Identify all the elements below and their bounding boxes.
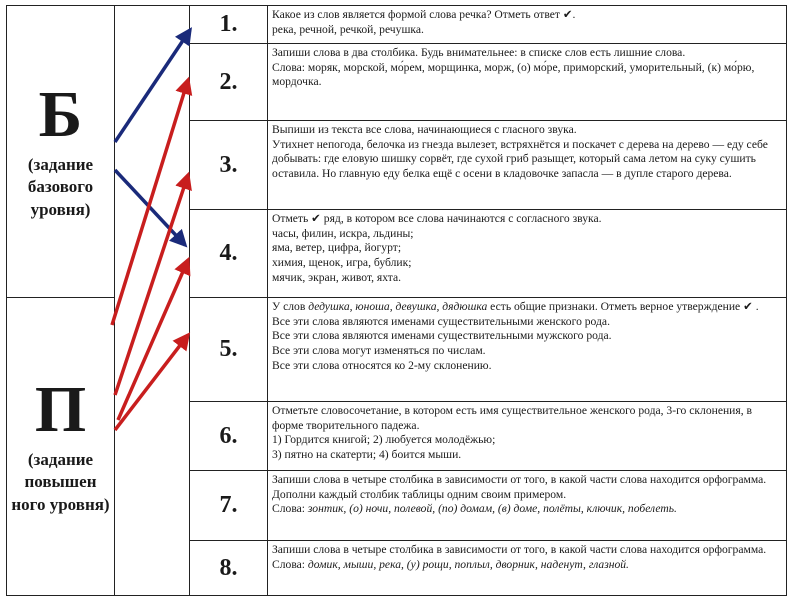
- task-line: часы, филин, искра, льдины;: [272, 226, 414, 240]
- task-line: химия, щенок, игра, бублик;: [272, 256, 412, 270]
- task-words: [272, 558, 782, 573]
- task-words: [272, 502, 782, 517]
- task-number: 6.: [190, 402, 268, 471]
- task-table-frame: [6, 5, 787, 595]
- task-line: Отметьте словосочетание, в котором есть имя существительное женского рода, 3-го склонения, в форме творительного падежа.: [272, 404, 752, 432]
- task-number: 2.: [190, 44, 268, 121]
- task-number: 8.: [190, 541, 268, 596]
- task-line: Какое из слов является формой слова речка? Отметь ответ ✔.: [272, 8, 576, 21]
- arrow-column: [115, 6, 190, 596]
- words-label: Слова:: [272, 557, 308, 571]
- task-text: [268, 6, 787, 44]
- task-intro: [272, 300, 782, 315]
- task-text: [268, 121, 787, 210]
- level-letter: П: [34, 372, 87, 446]
- task-number: 1.: [190, 6, 268, 44]
- task-text: [268, 44, 787, 121]
- task-text: [268, 210, 787, 298]
- level-description: (задание повышен ного уровня): [11, 449, 110, 514]
- task-number: 7.: [190, 471, 268, 541]
- task-line: Все эти слова относятся ко 2-му склонению.: [272, 358, 492, 372]
- task-line: Запиши слова в два столбика. Будь внимательнее: в списке слов есть лишние слова.: [272, 46, 686, 59]
- task-table: [6, 5, 787, 596]
- task-line: Все эти слова могут изменяться по числам.: [272, 344, 486, 358]
- task-intro-words: дедушка, юноша, девушка, дядюшка: [308, 300, 488, 313]
- level-description: (задание базового уровня): [27, 154, 94, 219]
- task-line: Все эти слова являются именами существительными мужского рода.: [272, 329, 612, 343]
- task-number: 5.: [190, 298, 268, 402]
- level-letter: Б: [38, 77, 83, 151]
- task-line: Все эти слова являются именами существительными женского рода.: [272, 314, 610, 328]
- task-intro-suffix: есть общие признаки. Отметь верное утверждение ✔ .: [487, 300, 759, 313]
- task-line: Выпиши из текста все слова, начинающиеся с гласного звука.: [272, 123, 577, 136]
- task-text: [268, 541, 787, 596]
- task-line: Утихнет непогода, белочка из гнезда вылезет, встряхнётся и поскачет с дерева на дерево — еду себе добывать: где еловую шишку сорвёт, где сухой гриб разыщет, который сама летом на суку сушить оставила. Но главную еду белка ещё с осени в кладовочке запасла — в дупле старого дерева.: [272, 137, 768, 181]
- words-list: домик, мыши, река, (у) рощи, поплыл, дворник, наденут, глазной.: [307, 557, 629, 571]
- task-text: [268, 402, 787, 471]
- level-cell-basic: [7, 6, 115, 298]
- task-line: Отметь ✔ ряд, в котором все слова начинаются с согласного звука.: [272, 212, 602, 225]
- task-number: 4.: [190, 210, 268, 298]
- level-cell-advanced: [7, 298, 115, 596]
- words-list: зонтик, (о) ночи, полевой, (по) домам, (в) доме, полёты, ключик, побелеть.: [307, 502, 677, 516]
- task-line: река, речной, речкой, речушка.: [272, 22, 424, 36]
- task-line: мячик, экран, живот, яхта.: [272, 270, 402, 284]
- task-line: 1) Гордится книгой; 2) любуется молодёжью;: [272, 433, 496, 447]
- task-line: 3) пятно на скатерти; 4) боится мыши.: [272, 448, 462, 462]
- task-line: Запиши слова в четыре столбика в зависимости от того, в какой части слова находится орфограмма. Дополни каждый столбик таблицы одним своим примером.: [272, 473, 767, 501]
- task-line: яма, ветер, цифра, йогурт;: [272, 241, 402, 255]
- table-row: [7, 6, 787, 44]
- task-text: [268, 298, 787, 402]
- task-line: Слова: моряк, морской, мо́рем, морщинка, морж, (о) мо́ре, приморский, уморительный, (к) мо́рю, мордочка.: [272, 60, 755, 89]
- task-line: Запиши слова в четыре столбика в зависимости от того, в какой части слова находится орфограмма.: [272, 543, 767, 556]
- task-number: 3.: [190, 121, 268, 210]
- words-label: Слова:: [272, 502, 308, 516]
- task-intro-prefix: У слов: [272, 300, 309, 313]
- task-text: [268, 471, 787, 541]
